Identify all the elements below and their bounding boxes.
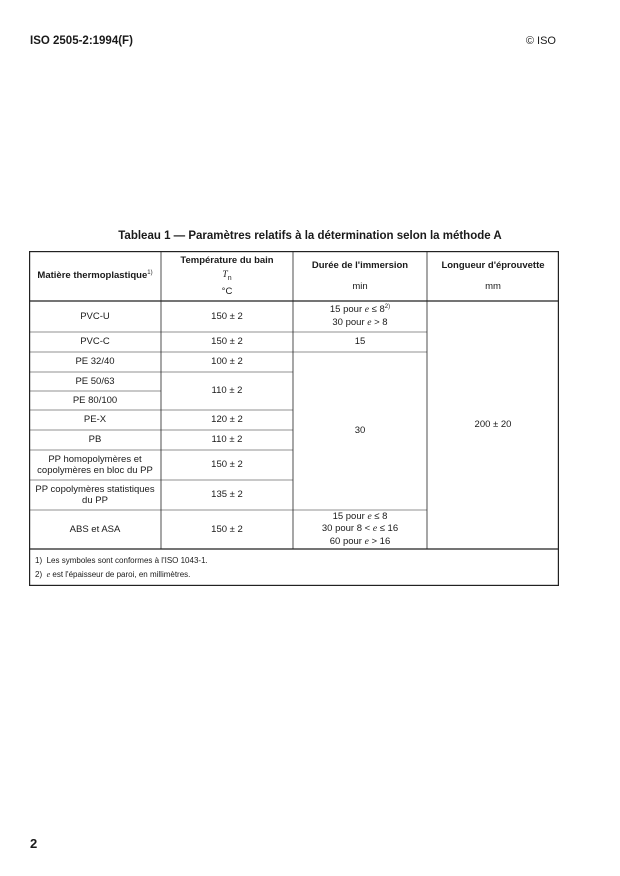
duration-line: 30 pour 8 < e ≤ 16 (321, 523, 399, 535)
temperature-cell: 135 ± 2 (211, 489, 243, 501)
temperature-cell: 150 ± 2 (211, 523, 243, 535)
material-line: PP homopolymères et (48, 453, 142, 465)
footnote-ref-1: 1) (147, 270, 153, 277)
material-line: PP copolymères statistiques (35, 483, 155, 495)
length-cell: 200 ± 20 (474, 419, 512, 431)
temperature-symbol: T (222, 270, 228, 281)
material-line: copolymères en bloc du PP (37, 465, 153, 476)
temperature-cell: 150 ± 2 (211, 459, 243, 471)
length-unit: mm (485, 281, 501, 292)
duration-cell-abs (293, 510, 427, 549)
duration-cell-merged: 30 (354, 425, 366, 437)
duration-cell-pvcc: 15 (354, 336, 366, 348)
header-temperature (161, 251, 293, 301)
material-cell (29, 480, 161, 510)
footnote-ref-2: 2) (384, 304, 391, 311)
duration-unit: min (352, 281, 368, 292)
material-line: du PP (82, 495, 108, 506)
temperature-cell: 150 ± 2 (211, 336, 243, 348)
temperature-symbol-sub: n (227, 275, 232, 283)
header-length (427, 251, 559, 301)
header-length-label: Longueur d'éprouvette (441, 259, 545, 271)
material-cell: PE-X (83, 414, 107, 426)
duration-line: 60 pour e > 16 (329, 535, 391, 547)
page-number: 2 (30, 836, 38, 851)
material-cell: PE 50/63 (75, 375, 115, 387)
duration-line: 30 pour e > 8 (332, 316, 388, 328)
material-cell: PVC-U (80, 310, 110, 322)
footnote-1: 1) Les symboles sont conformes à l'ISO 1043-1. (35, 556, 208, 565)
header-temperature-label: Température du bain (180, 254, 274, 266)
temperature-unit: °C (221, 285, 233, 297)
material-cell: ABS et ASA (69, 523, 121, 535)
parameters-table (29, 251, 559, 586)
temperature-cell: 150 ± 2 (211, 310, 243, 322)
material-cell: PB (88, 434, 102, 446)
header-material-label: Matière thermoplastique (37, 270, 148, 282)
material-cell (29, 450, 161, 480)
header-duration (293, 251, 427, 301)
duration-cell-pvcu (293, 301, 427, 332)
header-duration-label: Durée de l'immersion (311, 259, 409, 271)
material-cell: PE 32/40 (75, 356, 115, 368)
temperature-cell: 110 ± 2 (211, 385, 243, 397)
table-caption: Tableau 1 — Paramètres relatifs à la détermination selon la méthode A (118, 230, 502, 242)
copyright-mark: © ISO (525, 35, 556, 47)
duration-line: 15 pour $e \le 8^{2)}$ (329, 304, 391, 316)
material-cell: PVC-C (80, 336, 110, 348)
material-cell: PE 80/100 (72, 394, 118, 406)
duration-line: 15 pour e ≤ 8 (332, 510, 388, 522)
header-material (29, 251, 161, 301)
footnote-2: 2) e est l'épaisseur de paroi, en millimètres. (35, 570, 191, 579)
temperature-cell: 120 ± 2 (211, 414, 243, 426)
temperature-cell: 110 ± 2 (211, 434, 243, 446)
document-id: ISO 2505-2:1994(F) (30, 35, 133, 47)
temperature-cell: 100 ± 2 (211, 356, 243, 368)
